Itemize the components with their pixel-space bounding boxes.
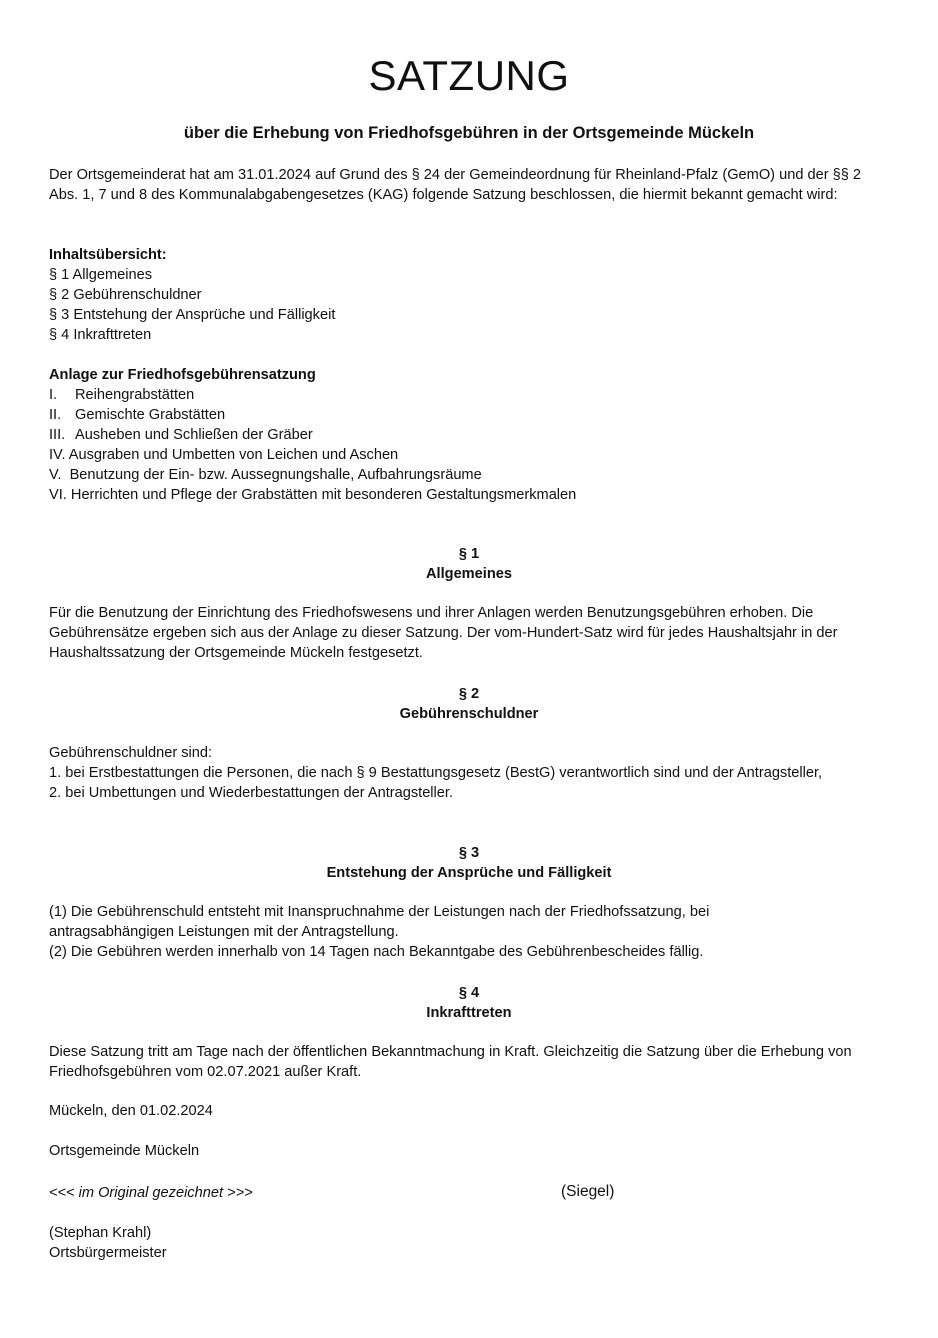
seal-label: (Siegel): [561, 1183, 615, 1200]
authority-name: Ortsgemeinde Mückeln: [49, 1143, 200, 1159]
annex-item-number: I.: [49, 387, 58, 403]
document-title: SATZUNG: [368, 52, 570, 99]
toc-item: § 1 Allgemeines: [49, 267, 153, 283]
annex-item: [49, 405, 891, 425]
annex-item: [49, 465, 891, 485]
intro-paragraph: Der Ortsgemeinderat hat am 31.01.2024 auf Grund des § 24 der Gemeindeordnung für Rheinland-Pfalz (GemO) und der §§ 2 Abs. 1, 7 und 8 des Kommunalabgabengesetzes (KAG) folgende Satzung beschlossen, die hiermit bekannt gemacht wird:: [49, 167, 862, 203]
section-4-heading: Inkrafttreten: [426, 1005, 512, 1021]
section-3-body: [49, 902, 891, 962]
place-date: Mückeln, den 01.02.2024: [49, 1103, 213, 1119]
section-4-number: § 4: [458, 985, 480, 1001]
annex-item-text: Herrichten und Pflege der Grabstätten mit besonderen Gestaltungsmerkmalen: [70, 487, 577, 503]
document-subtitle: über die Erhebung von Friedhofsgebühren in der Ortsgemeinde Mückeln: [183, 124, 755, 142]
signed-note: <<< im Original gezeichnet >>>: [49, 1185, 253, 1201]
annex-item-number: III.: [49, 427, 66, 443]
section-2-number: § 2: [458, 686, 480, 702]
toc-item: § 2 Gebührenschuldner: [49, 287, 202, 303]
section-3-heading: Entstehung der Ansprüche und Fälligkeit: [326, 865, 612, 881]
annex-item: [49, 385, 891, 405]
annex-item: [49, 445, 891, 465]
section-1-heading: Allgemeines: [426, 566, 512, 582]
annex-item-text: Gemischte Grabstätten: [75, 407, 226, 423]
signer-title: Ortsbürgermeister: [49, 1245, 167, 1261]
toc-heading: Inhaltsübersicht:: [49, 247, 167, 263]
annex-heading: Anlage zur Friedhofsgebührensatzung: [49, 367, 316, 383]
annex-item-text: Benutzung der Ein- bzw. Aussegnungshalle, Aufbahrungsräume: [69, 467, 482, 483]
section-3-paragraph-1: (1) Die Gebührenschuld entsteht mit Inanspruchnahme der Leistungen nach der Friedhofssatzung, bei antragsabhängigen Leistungen mit der Antragstellung.: [49, 904, 710, 940]
toc-item: § 4 Inkrafttreten: [49, 327, 152, 343]
section-2-heading: Gebührenschuldner: [399, 706, 539, 722]
section-2-lead: Gebührenschuldner sind:: [49, 745, 213, 761]
annex-item-number: II.: [49, 407, 62, 423]
section-2-body: [49, 743, 891, 803]
annex-item-text: Ausheben und Schließen der Gräber: [75, 427, 313, 443]
section-3-number: § 3: [458, 845, 480, 861]
section-1-number: § 1: [458, 546, 480, 562]
toc-item: § 3 Entstehung der Ansprüche und Fälligkeit: [49, 307, 336, 323]
annex-item-text: Reihengrabstätten: [75, 387, 195, 403]
section-1-text: Für die Benutzung der Einrichtung des Friedhofswesens und ihrer Anlagen werden Benutzungsgebühren erhoben. Die Gebührensätze ergeben sich aus der Anlage zu dieser Satzung. Der vom-Hundert-Satz wird für jedes Haushaltsjahr in der Haushaltssatzung der Ortsgemeinde Mückeln festgesetzt.: [49, 605, 838, 661]
annex-item-text: Ausgraben und Umbetten von Leichen und Aschen: [68, 447, 399, 463]
section-4-text: Diese Satzung tritt am Tage nach der öffentlichen Bekanntmachung in Kraft. Gleichzeitig die Satzung über die Erhebung von Friedhofsgebühren vom 02.07.2021 außer Kraft.: [49, 1044, 852, 1080]
annex-item-number: V.: [49, 467, 62, 483]
list-item: 2. bei Umbettungen und Wiederbestattungen der Antragsteller.: [49, 785, 454, 801]
signer-name: (Stephan Krahl): [49, 1225, 152, 1241]
annex-item-number: IV.: [49, 447, 66, 463]
section-3-paragraph-2: (2) Die Gebühren werden innerhalb von 14 Tagen nach Bekanntgabe des Gebührenbescheides fällig.: [49, 944, 704, 960]
annex-item-number: VI.: [49, 487, 67, 503]
annex-list: [49, 365, 891, 505]
list-item: 1. bei Erstbestattungen die Personen, die nach § 9 Bestattungsgesetz (BestG) verantwortlich sind und der Antragsteller,: [49, 765, 823, 781]
annex-item: [49, 485, 891, 505]
annex-item: [49, 425, 891, 445]
table-of-contents: [49, 245, 891, 345]
